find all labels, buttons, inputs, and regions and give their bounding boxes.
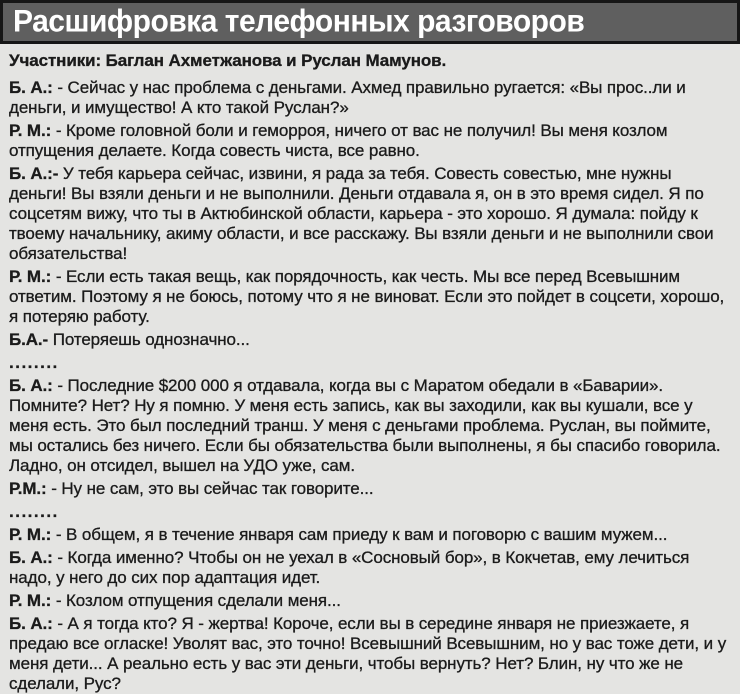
dialogue-text: У тебя карьера сейчас, извини, я рада за тебя. Совесть совестью, мне нужны деньги! Вы взяли деньги и не выполнили. Деньги отдавала я, он в это время сидел. Я по соцсетям вижу, что ты в Актюбинской области, карьера - это хорошо. Я думала: пойду к твоему начальнику, акиму области, и все расскажу. Вы взяли деньги и не выполнили свои обязательства! bbox=[9, 164, 714, 263]
speaker-label: Б. А.: bbox=[9, 376, 53, 395]
dialogue-text: Потеряешь однозначно... bbox=[52, 330, 250, 349]
dialogue-list bbox=[9, 78, 731, 694]
dialogue-text: - Последние $200 000 я отдавала, когда вы с Маратом обедали в «Баварии». Помните? Нет? Ну я помню. У меня есть запись, как вы заходили, как вы кушали, все у меня есть. Это был последний транш. У меня с деньгами проблема. Руслан, вы поймите, мы остались без ничего. Если бы обязательства были выполнены, я бы спасибо говорила. Ладно, он отсидел, вышел на УДО уже, сам. bbox=[9, 376, 721, 475]
dialogue-text: - Если есть такая вещь, как порядочность, как честь. Мы все перед Всевышним ответим. Поэтому я не боюсь, потому что я не виноват. Если это пойдет в соцсети, хорошо, я потеряю работу. bbox=[9, 267, 725, 326]
dialogue-entry bbox=[9, 78, 731, 118]
dialogue-entry bbox=[9, 267, 731, 327]
dialogue-entry bbox=[9, 376, 731, 476]
speaker-label: Р. М.: bbox=[9, 121, 52, 140]
speaker-label: Б. А.:- bbox=[9, 164, 59, 183]
separator-dots: ........ bbox=[9, 353, 59, 372]
participants-line: Участники: Баглан Ахметжанова и Руслан Мамунов. bbox=[9, 51, 447, 70]
page-title: Расшифровка телефонных разговоров bbox=[13, 4, 585, 39]
speaker-label: Б.А.- bbox=[9, 330, 49, 349]
dialogue-text: - А я тогда кто? Я - жертва! Короче, если вы в середине января не приезжаете, я предаю все огласке! Уволят вас, это точно! Всевышний Всевышним, но у вас тоже дети, и у меня дети... А реально есть у вас эти деньги, чтобы вернуть? Нет? Блин, ну что же не сделали, Рус? bbox=[9, 614, 727, 693]
dialogue-text: - Ну не сам, это вы сейчас так говорите... bbox=[51, 479, 374, 498]
dialogue-text: - Когда именно? Чтобы он не уехал в «Сосновый бор», в Кокчетав, ему лечиться надо, у него до сих пор адаптация идет. bbox=[9, 548, 690, 587]
dialogue-entry bbox=[9, 614, 731, 694]
speaker-label: Р. М.: bbox=[9, 267, 52, 286]
dialogue-entry bbox=[9, 164, 731, 264]
dialogue-text: - Козлом отпущения сделали меня... bbox=[55, 591, 341, 610]
dialogue-entry bbox=[9, 591, 731, 611]
dialogue-text: - В общем, я в течение января сам приеду к вам и поговорю с вашим мужем... bbox=[55, 525, 668, 544]
speaker-label: Р. М.: bbox=[9, 525, 52, 544]
speaker-label: Б. А.: bbox=[9, 78, 53, 97]
dialogue-entry bbox=[9, 548, 731, 588]
dialogue-entry bbox=[9, 479, 731, 499]
dialogue-entry bbox=[9, 330, 731, 350]
separator-dots: ........ bbox=[9, 502, 59, 521]
speaker-label: Б. А.: bbox=[9, 548, 53, 567]
speaker-label: Р. М.: bbox=[9, 591, 52, 610]
dialogue-text: - Кроме головной боли и геморроя, ничего от вас не получил! Вы меня козлом отпущения делаете. Когда совесть чиста, все равно. bbox=[9, 121, 668, 160]
dialogue-entry bbox=[9, 525, 731, 545]
header-bar bbox=[0, 0, 740, 44]
speaker-label: Б. А.: bbox=[9, 614, 53, 633]
transcript-body bbox=[0, 44, 740, 694]
dialogue-entry bbox=[9, 121, 731, 161]
dialogue-text: - Сейчас у нас проблема с деньгами. Ахмед правильно ругается: «Вы прос..ли и деньги, и имущество! А кто такой Руслан?» bbox=[9, 78, 686, 117]
speaker-label: Р.М.: bbox=[9, 479, 47, 498]
